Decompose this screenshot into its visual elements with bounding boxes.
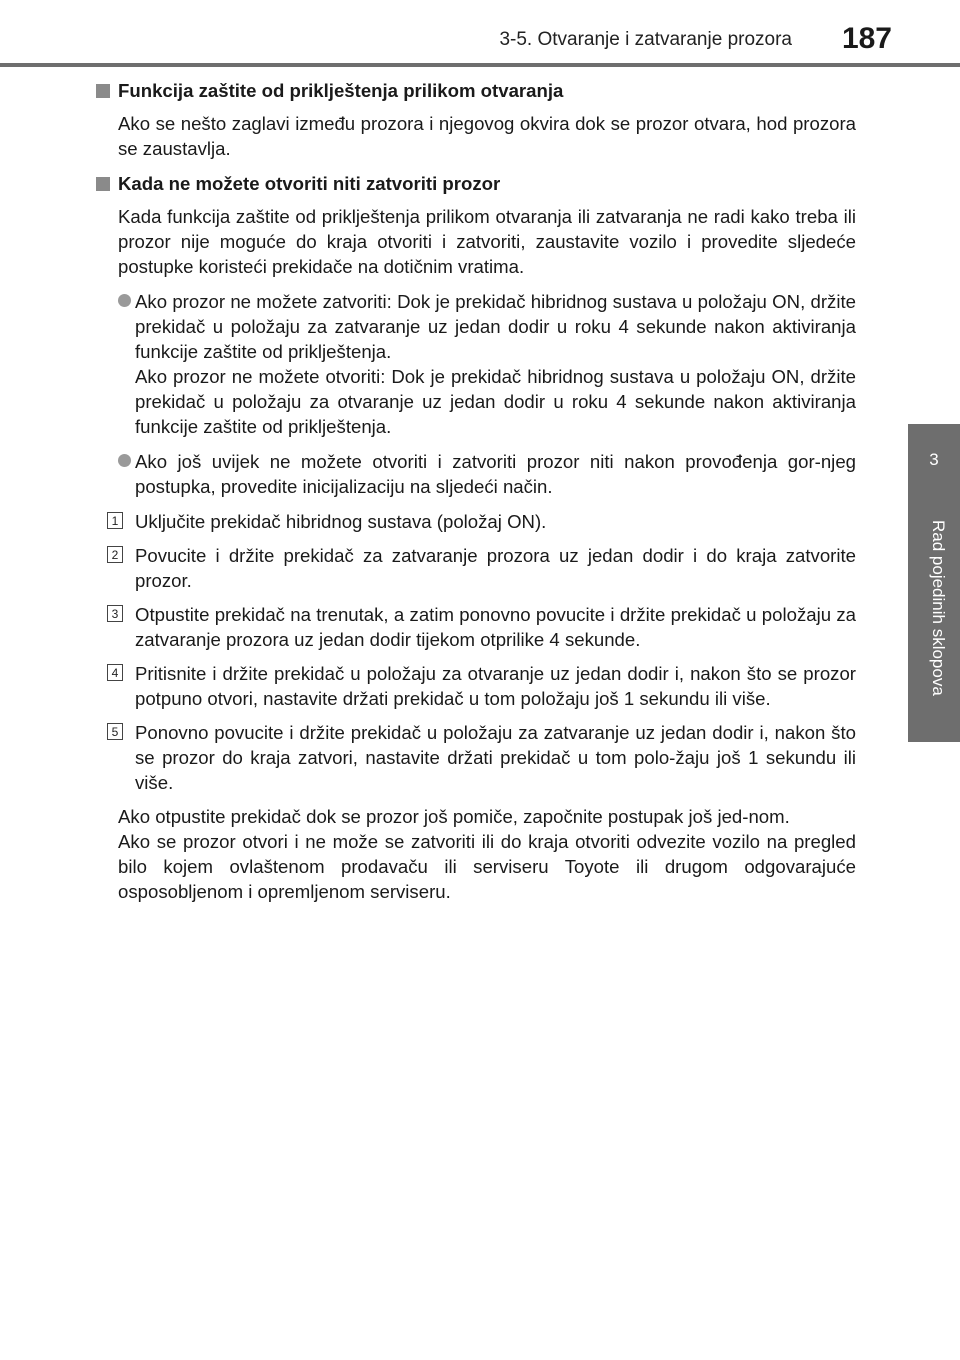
bullet-item [118,449,856,499]
step-item [111,543,856,593]
step-text: Otpustite prekidač na trenutak, a zatim ponovno povucite i držite prekidač u položaju za zatvaranje prozora uz jedan dodir tijekom otprilike 4 sekunde. [135,604,856,650]
step-item [111,509,856,534]
section-heading-anti-pinch [96,78,856,103]
section-heading-cannot-operate [96,171,856,196]
step-text: Povucite i držite prekidač za zatvaranje prozora uz jedan dodir i do kraja zatvorite prozor. [135,545,856,591]
step-number-badge: 4 [107,664,123,681]
note-text: Ako otpustite prekidač dok se prozor još pomiče, započnite postupak još jed-nom. [118,806,790,827]
step-item [111,602,856,652]
circle-bullet-icon [118,454,131,467]
paragraph-text: Ako se nešto zaglavi između prozora i njegovog okvira dok se prozor otvara, hod prozora se zaustavlja. [118,113,856,159]
heading-text: Kada ne možete otvoriti niti zatvoriti prozor [118,173,501,194]
square-bullet-icon [96,177,110,191]
section-body [118,111,856,161]
chapter-tab [908,424,960,742]
section-title: 3-5. Otvaranje i zatvaranje prozora [499,29,792,50]
step-item [111,661,856,711]
header-divider [0,63,960,67]
bullet-text: Ako još uvijek ne možete otvoriti i zatvoriti prozor niti nakon provođenja gor-njeg postupka, provedite inicijalizaciju na sljedeći način. [135,451,856,497]
step-number-badge: 5 [107,723,123,740]
page-number: 187 [841,22,892,55]
step-text: Ponovno povucite i držite prekidač u položaju za zatvaranje uz jedan dodir i, nakon što se prozor do kraja zatvori, nastavite držati prekidač u tom polo-žaju još 1 sekundu ili više. [135,722,856,793]
circle-bullet-icon [118,294,131,307]
chapter-number: 3 [929,450,939,469]
section-intro [118,204,856,279]
note-text: Ako se prozor otvori i ne može se zatvoriti ili do kraja otvoriti odvezite vozilo na pregled bilo kojem ovlaštenom prodavaču ili serviseru Toyote ili drugom odgovarajuće osposobljenom i opremljenom serviseru. [118,831,856,902]
square-bullet-icon [96,84,110,98]
page-header [0,0,960,66]
paragraph-text: Kada funkcija zaštite od priklještenja prilikom otvaranja ili zatvaranja ne radi kako treba ili prozor nije moguće do kraja otvoriti i zatvoriti, zaustavite vozilo i provedite sljedeće postupke koristeći prekidače na dotičnim vratima. [118,206,856,277]
step-number-badge: 2 [107,546,123,563]
bullet-text: Ako prozor ne možete otvoriti: Dok je prekidač hibridnog sustava u položaju ON, držite prekidač u položaju za otvaranje uz jedan dodir u roku 4 sekunde nakon aktiviranja funkcije zaštite od priklještenja. [135,366,856,437]
bullet-item [118,289,856,439]
step-text: Pritisnite i držite prekidač u položaju za otvaranje uz jedan dodir i, nakon što se prozor potpuno otvori, nastavite držati prekidač u tom položaju još 1 sekundu ili više. [135,663,856,709]
bullet-text: Ako prozor ne možete zatvoriti: Dok je prekidač hibridnog sustava u položaju ON, držite prekidač u položaju za zatvaranje uz jedan dodir u roku 4 sekunde nakon aktiviranja funkcije zaštite od priklještenja. [135,291,856,362]
heading-text: Funkcija zaštite od priklještenja prilikom otvaranja [118,80,564,101]
step-item [111,720,856,795]
step-number-badge: 3 [107,605,123,622]
step-text: Uključite prekidač hibridnog sustava (položaj ON). [135,511,547,532]
step-number-badge: 1 [107,512,123,529]
chapter-label: Rad pojedinih sklopova [929,520,948,696]
page-content [96,78,856,904]
closing-note [118,804,856,904]
